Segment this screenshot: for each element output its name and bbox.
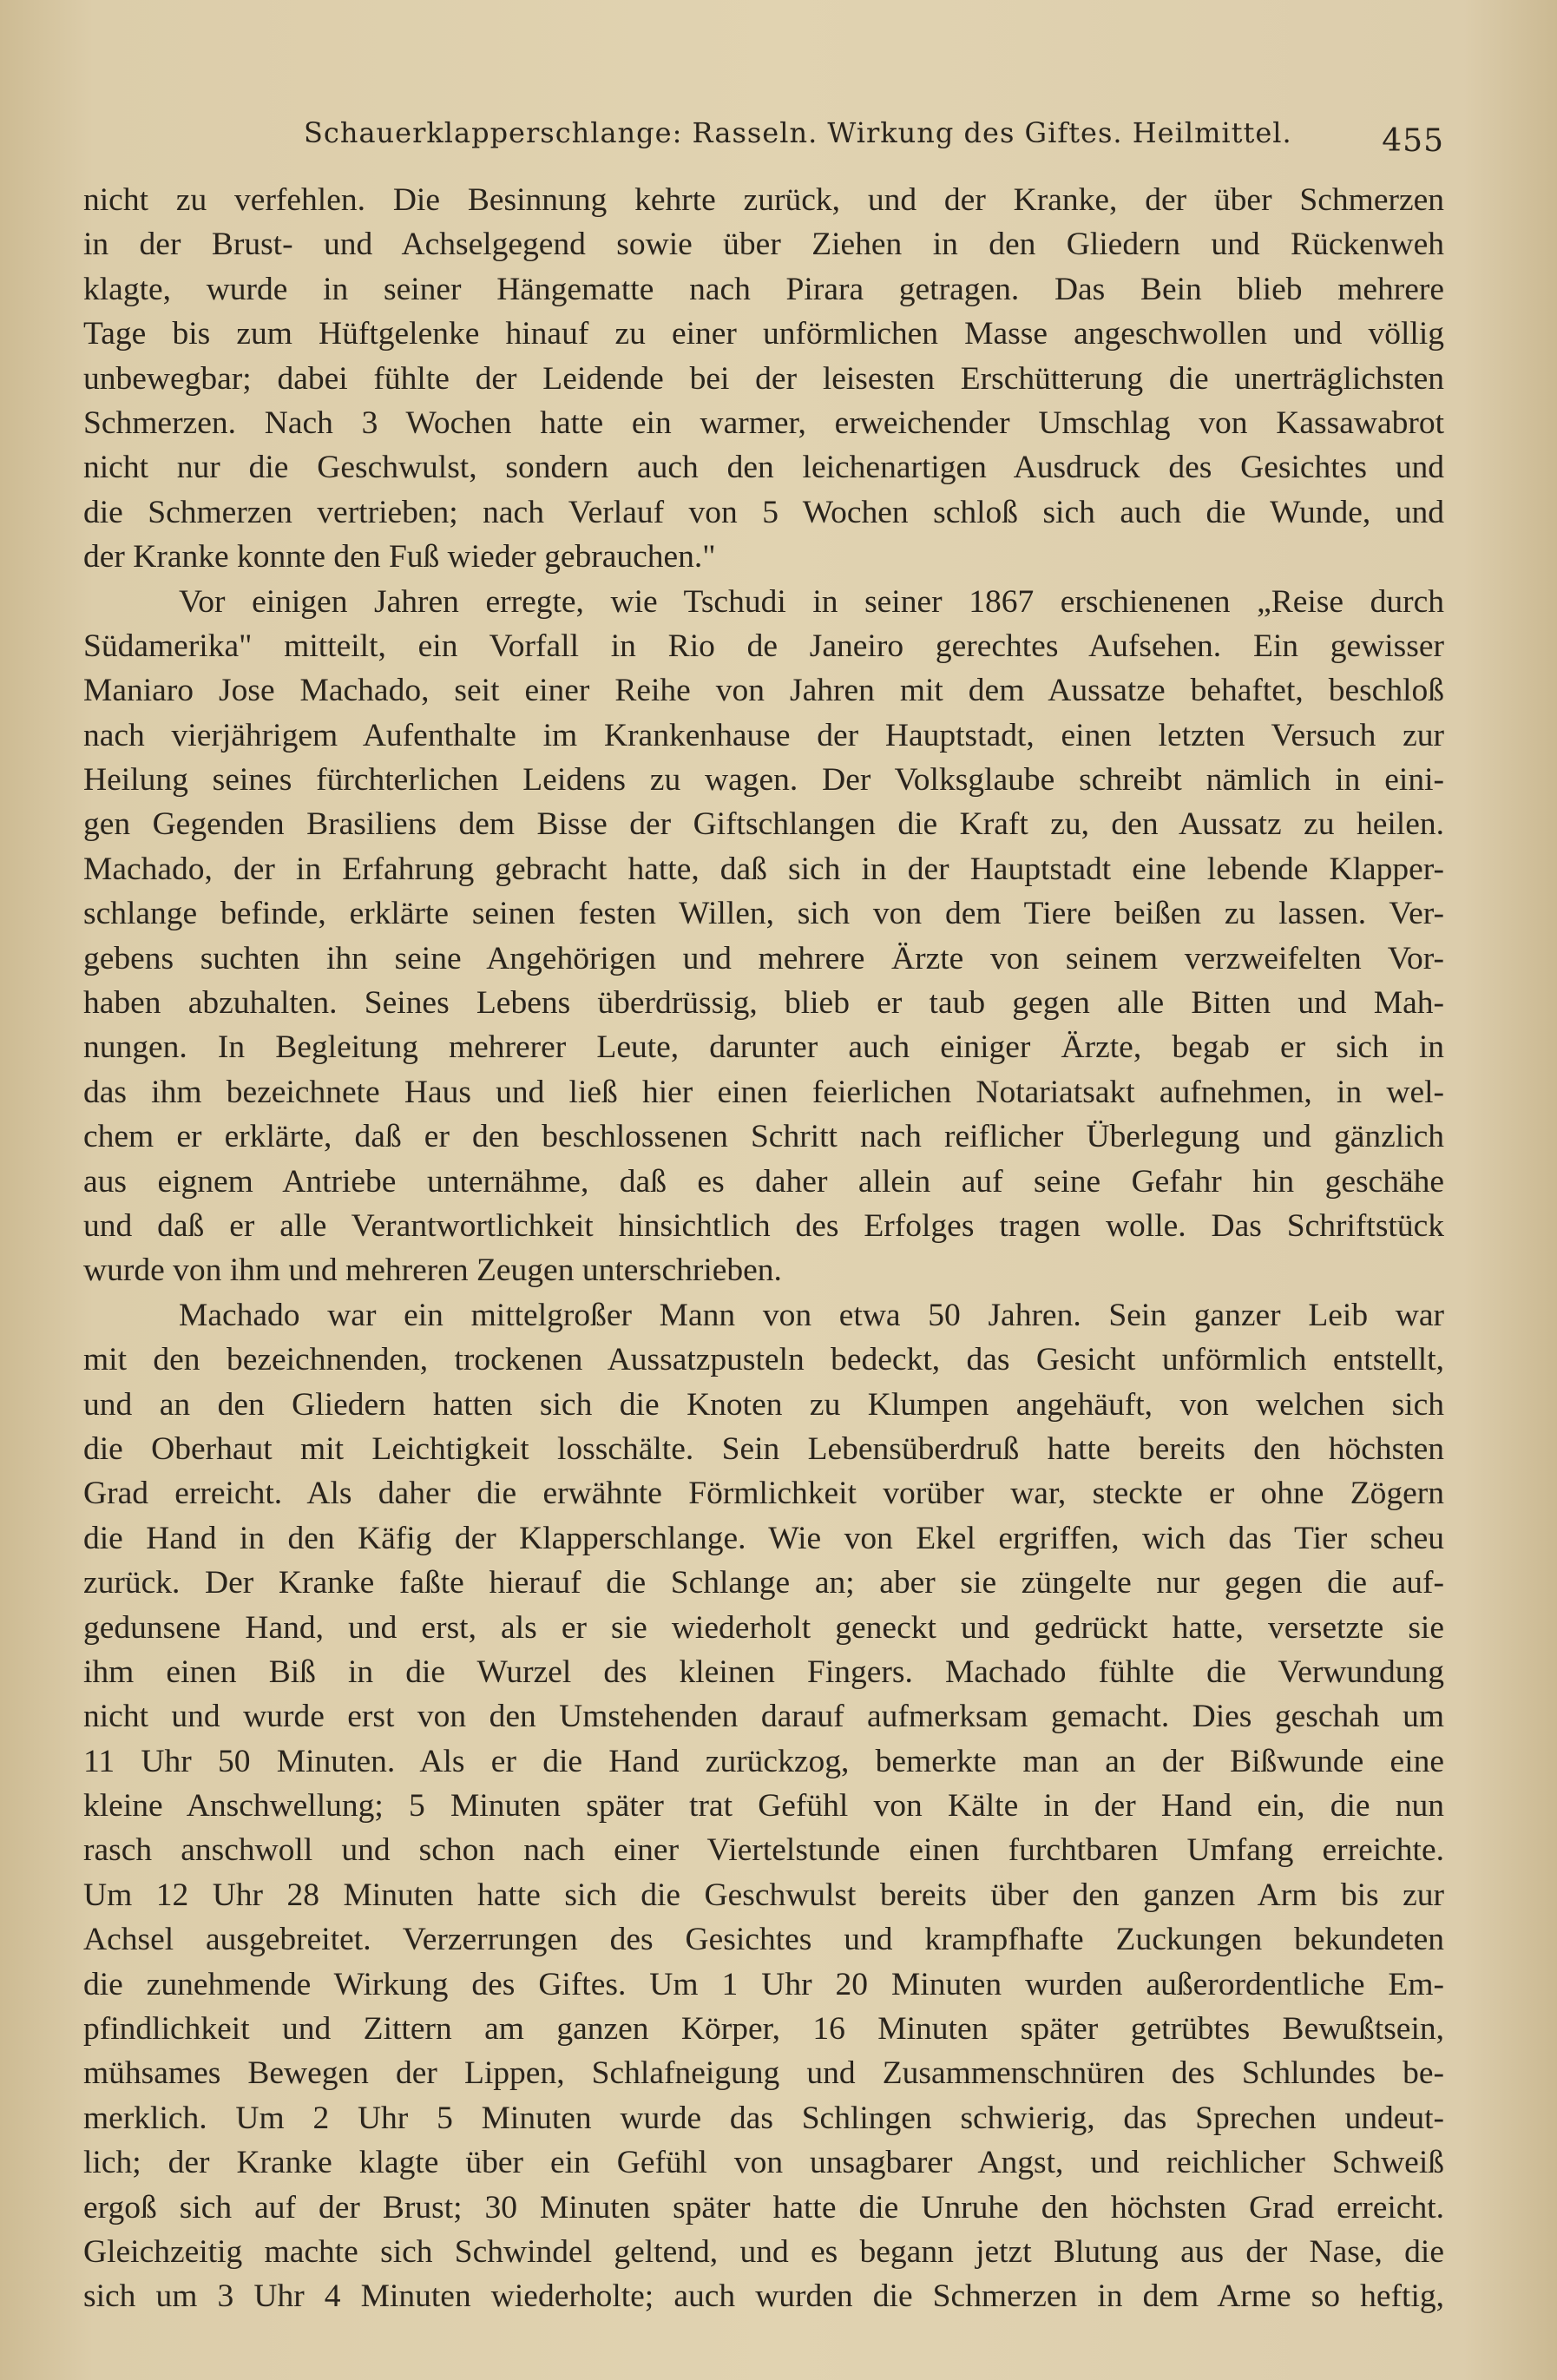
- text-line: merklich. Um 2 Uhr 5 Minuten wurde das Schlingen schwierig, das Sprechen undeut-: [83, 2100, 1444, 2136]
- text-line: nicht zu verfehlen. Die Besinnung kehrte zurück, und der Kranke, der über Schmerzen: [83, 182, 1444, 218]
- running-header-title: Schauerklapperschlange: Rasseln. Wirkung des Giftes. Heilmittel.: [304, 116, 1292, 149]
- text-line: in der Brust- und Achselgegend sowie über Ziehen in den Gliedern und Rückenweh: [83, 227, 1444, 263]
- text-line: schlange befinde, erklärte seinen festen Willen, sich von dem Tiere beißen zu lassen. Ver-: [83, 896, 1444, 932]
- text-line: mühsames Bewegen der Lippen, Schlafneigung und Zusammenschnüren des Schlundes be-: [83, 2055, 1444, 2092]
- text-line: Maniaro Jose Machado, seit einer Reihe von Jahren mit dem Aussatze behaftet, beschloß: [83, 673, 1444, 709]
- text-line: wurde von ihm und mehreren Zeugen unterschrieben.: [83, 1252, 782, 1289]
- body-text: [83, 178, 1444, 2319]
- text-line: Grad erreicht. Als daher die erwähnte Förmlichkeit vorüber war, steckte er ohne Zögern: [83, 1476, 1444, 1512]
- text-line: die Hand in den Käfig der Klapperschlange. Wie von Ekel ergriffen, wich das Tier scheu: [83, 1520, 1444, 1556]
- text-line: mit den bezeichnenden, trockenen Aussatzpusteln bedeckt, das Gesicht unförmlich entstellt,: [83, 1342, 1444, 1378]
- text-line: haben abzuhalten. Seines Lebens überdrüssig, blieb er taub gegen alle Bitten und Mah-: [83, 985, 1444, 1022]
- text-line: nicht nur die Geschwulst, sondern auch den leichenartigen Ausdruck des Gesichtes und: [83, 450, 1444, 486]
- text-line: 11 Uhr 50 Minuten. Als er die Hand zurückzog, bemerkte man an der Bißwunde eine: [83, 1743, 1444, 1779]
- text-line: pfindlichkeit und Zittern am ganzen Körper, 16 Minuten später getrübtes Bewußtsein,: [83, 2011, 1444, 2048]
- text-line: nach vierjährigem Aufenthalte im Krankenhause der Hauptstadt, einen letzten Versuch zur: [83, 717, 1444, 753]
- text-line: Südamerika" mitteilt, ein Vorfall in Rio de Janeiro gerechtes Aufsehen. Ein gewisser: [83, 628, 1444, 664]
- page-number: 455: [1382, 123, 1444, 159]
- text-line: ergoß sich auf der Brust; 30 Minuten später hatte die Unruhe den höchsten Grad erreicht.: [83, 2189, 1444, 2225]
- text-line: chem er erklärte, daß er den beschlossenen Schritt nach reiflicher Überlegung und gänzlich: [83, 1119, 1444, 1155]
- text-line: kleine Anschwellung; 5 Minuten später trat Gefühl von Kälte in der Hand ein, die nun: [83, 1788, 1444, 1824]
- text-line: Um 12 Uhr 28 Minuten hatte sich die Geschwulst bereits über den ganzen Arm bis zur: [83, 1877, 1444, 1913]
- text-line: unbewegbar; dabei fühlte der Leidende bei der leisesten Erschütterung die unerträglichsten: [83, 360, 1444, 397]
- text-line: Machado, der in Erfahrung gebracht hatte, daß sich in der Hauptstadt eine lebende Klapper-: [83, 851, 1444, 887]
- running-header: [217, 116, 1444, 165]
- text-line: gen Gegenden Brasiliens dem Bisse der Giftschlangen die Kraft zu, den Aussatz zu heilen.: [83, 806, 1444, 843]
- text-line: lich; der Kranke klagte über ein Gefühl von unsagbarer Angst, und reichlicher Schweiß: [83, 2145, 1444, 2181]
- text-line: und daß er alle Verantwortlichkeit hinsichtlich des Erfolges tragen wolle. Das Schriftstück: [83, 1207, 1444, 1244]
- text-line: zurück. Der Kranke faßte hierauf die Schlange an; aber sie züngelte nur gegen die auf-: [83, 1565, 1444, 1601]
- text-line: nungen. In Begleitung mehrerer Leute, darunter auch einiger Ärzte, begab er sich in: [83, 1029, 1444, 1066]
- text-line: Schmerzen. Nach 3 Wochen hatte ein warmer, erweichender Umschlag von Kassawabrot: [83, 404, 1444, 441]
- text-line: Achsel ausgebreitet. Verzerrungen des Gesichtes und krampfhafte Zuckungen bekundeten: [83, 1922, 1444, 1958]
- paragraph-first-line: Machado war ein mittelgroßer Mann von etwa 50 Jahren. Sein ganzer Leib war: [179, 1297, 1444, 1333]
- text-line: klagte, wurde in seiner Hängematte nach Pirara getragen. Das Bein blieb mehrere: [83, 271, 1444, 307]
- text-line: die Schmerzen vertrieben; nach Verlauf von 5 Wochen schloß sich auch die Wunde, und: [83, 494, 1444, 530]
- text-line: Heilung seines fürchterlichen Leidens zu wagen. Der Volksglaube schreibt nämlich in eini-: [83, 762, 1444, 799]
- text-line: ihm einen Biß in die Wurzel des kleinen Fingers. Machado fühlte die Verwundung: [83, 1654, 1444, 1690]
- text-line: aus eignem Antriebe unternähme, daß es daher allein auf seine Gefahr hin geschähe: [83, 1163, 1444, 1200]
- text-line: gebens suchten ihn seine Angehörigen und mehrere Ärzte von seinem verzweifelten Vor-: [83, 940, 1444, 976]
- paragraph-first-line: Vor einigen Jahren erregte, wie Tschudi in seiner 1867 erschienenen „Reise durch: [179, 583, 1444, 620]
- text-line: Tage bis zum Hüftgelenke hinauf zu einer unförmlichen Masse angeschwollen und völlig: [83, 316, 1444, 352]
- text-line: gedunsene Hand, und erst, als er sie wiederholt geneckt und gedrückt hatte, versetzte sie: [83, 1609, 1444, 1646]
- text-line: und an den Gliedern hatten sich die Knoten zu Klumpen angehäuft, von welchen sich: [83, 1386, 1444, 1423]
- text-line: nicht und wurde erst von den Umstehenden darauf aufmerksam gemacht. Dies geschah um: [83, 1699, 1444, 1735]
- text-line: sich um 3 Uhr 4 Minuten wiederholte; auch wurden die Schmerzen in dem Arme so heftig,: [83, 2278, 1444, 2315]
- text-line: Gleichzeitig machte sich Schwindel geltend, und es begann jetzt Blutung aus der Nase, die: [83, 2233, 1444, 2270]
- text-line: rasch anschwoll und schon nach einer Viertelstunde einen furchtbaren Umfang erreichte.: [83, 1832, 1444, 1869]
- text-line: die Oberhaut mit Leichtigkeit losschälte. Sein Lebensüberdruß hatte bereits den höchsten: [83, 1430, 1444, 1467]
- text-line: die zunehmende Wirkung des Giftes. Um 1 Uhr 20 Minuten wurden außerordentliche Em-: [83, 1966, 1444, 2002]
- text-line: das ihm bezeichnete Haus und ließ hier einen feierlichen Notariatsakt aufnehmen, in wel-: [83, 1074, 1444, 1110]
- text-line: der Kranke konnte den Fuß wieder gebrauchen.": [83, 539, 716, 575]
